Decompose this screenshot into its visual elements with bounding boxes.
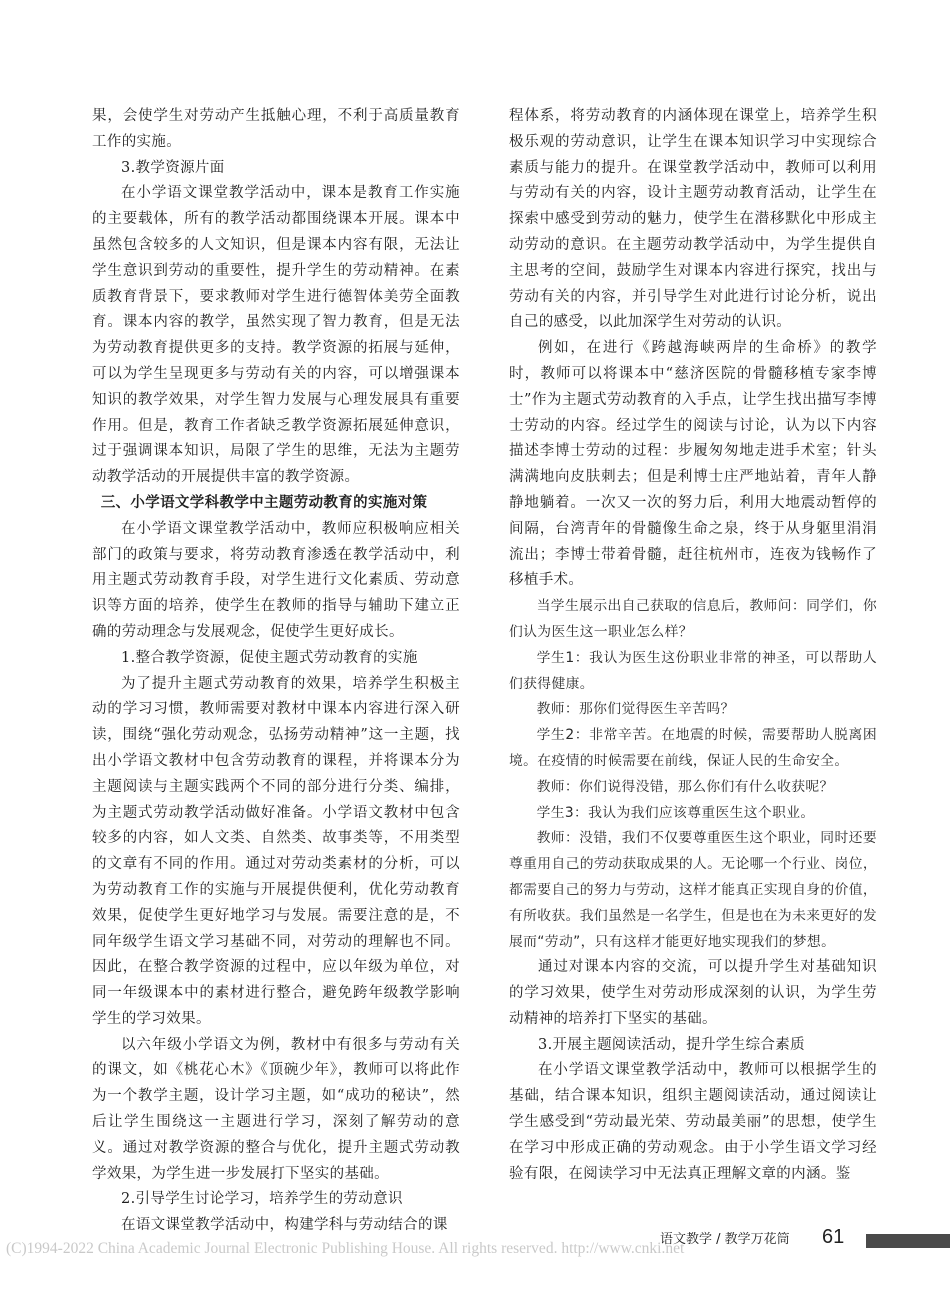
paragraph: 在语文课堂教学活动中，构建学科与劳动结合的课 [121, 1217, 448, 1234]
paragraph: 在小学语文课堂教学活动中，课本是教育工作实施的主要载体，所有的教学活动都围绕课本开展。课本中虽然包含较多的人文知识，但是课本内容有限，无法让学生意识到劳动的重要性，提升学生的劳动精神。在素质教育背景下，要求教师对学生进行德智体美劳全面教育。课本内容的教学，虽然实现了智力教育，但是无法为劳动教育提供更多的支持。教学资源的拓展与延伸，可以为学生呈现更多与劳动有关的内容，可以增强课本知识的教学效果，对学生智力发展与心理发展具有重要作用。但是，教育工作者缺乏教学资源拓展延伸意识，过于强调课本知识，局限了学生的思维，无法为主题劳动教学活动的开展提供丰富的教学资源。 [92, 185, 460, 486]
page-number: 61 [822, 1226, 845, 1248]
paragraph: 程体系，将劳动教育的内涵体现在课堂上，培养学生积极乐观的劳动意识，让学生在课本知识学习中实现综合素质与能力的提升。在课堂教学活动中，教师可以利用与劳动有关的内容，设计主题劳动教育活动，让学生在探索中感受到劳动的魅力，使学生在潜移默化中形成主动劳动的意识。在主题劳动教学活动中，为学生提供自主思考的空间，鼓励学生对课本内容进行探究，找出与劳动有关的内容，并引导学生对此进行讨论分析，说出自己的感受，以此加深学生对劳动的认识。 [509, 108, 877, 331]
paragraph: 教师：那你们觉得医生辛苦吗？ [536, 701, 735, 718]
paragraph: 学生1：我认为医生这份职业非常的神圣，可以帮助人们获得健康。 [509, 649, 877, 692]
paragraph: 例如，在进行《跨越海峡两岸的生命桥》的教学时，教师可以将课本中“慈济医院的骨髓移植专家李博士”作为主题式劳动教育的入手点，让学生找出描写李博士劳动的内容。经过学生的阅读与讨论，认为以下内容描述李博士劳动的过程：步履匆匆地走进手术室；针头满满地向皮肤刺去；但是利博士庄严地站着，青年人静静地躺着。一次又一次的努力后，利用大地震动暂停的间隔，台湾青年的骨髓像生命之泉，终于从身躯里涓涓流出；李博士带着骨髓，赶往杭州市，连夜为钱畅作了移植手术。 [509, 340, 877, 589]
paragraph: 通过对课本内容的交流，可以提升学生对基础知识的学习效果，使学生对劳动形成深刻的认识，为学生劳动精神的培养打下坚实的基础。 [509, 959, 877, 1027]
paragraph: 教师：没错，我们不仅要尊重医生这个职业，同时还要尊重用自己的劳动获取成果的人。无论哪一个行业、岗位，都需要自己的努力与劳动，这样才能真正实现自身的价值，有所收获。我们虽然是一名学生，但是也在为未来更好的发展而“劳动”，只有这样才能更好地实现我们的梦想。 [509, 830, 877, 950]
paragraph: 在小学语文课堂教学活动中，教师可以根据学生的基础，结合课本知识，组织主题阅读活动，通过阅读让学生感受到“劳动最光荣、劳动最美丽”的思想，使学生在学习中形成正确的劳动观念。由于小学生语文学习经验有限，在阅读学习中无法真正理解文章的内涵。鉴 [509, 1062, 877, 1182]
paragraph: 当学生展示出自己获取的信息后，教师问：同学们，你们认为医生这一职业怎么样？ [509, 598, 877, 640]
paragraph: 2.引导学生讨论学习，培养学生的劳动意识 [121, 1191, 403, 1208]
paragraph: 3.开展主题阅读活动，提升学生综合素质 [538, 1036, 805, 1053]
section-heading: 三、小学语文学科教学中主题劳动教育的实施对策 [100, 494, 428, 511]
paragraph: 为了提升主题式劳动教育的效果，培养学生积极主动的学习习惯，教师需要对教材中课本内容进行深入研读，围绕“强化劳动观念，弘扬劳动精神”这一主题，找出小学语文教材中包含劳动教育的课程，并将课本分为主题阅读与主题实践两个不同的部分进行分类、编排，为主题式劳动教学活动做好准备。小学语文教材中包含较多的内容，如人文类、自然类、故事类等，不用类型的文章有不同的作用。通过对劳动类素材的分析，可以为劳动教育工作的实施与开展提供便利，优化劳动教育效果，促使学生更好地学习与发展。需要注意的是，不同年级学生语文学习基础不同，对劳动的理解也不同。因此，在整合教学资源的过程中，应以年级为单位，对同一年级课本中的素材进行整合，避免跨年级教学影响学生的学习效果。 [92, 675, 460, 1027]
paragraph: 学生3：我认为我们应该尊重医生这个职业。 [536, 804, 815, 821]
paragraph: 1.整合教学资源，促使主题式劳动教育的实施 [121, 649, 418, 666]
paragraph: 3.教学资源片面 [121, 159, 225, 176]
paragraph: 在小学语文课堂教学活动中，教师应积极响应相关部门的政策与要求，将劳动教育渗透在教学活动中，利用主题式劳动教育手段，对学生进行文化素质、劳动意识等方面的培养，使学生在教师的指导与辅助下建立正确的劳动理念与发展观念，促使学生更好成长。 [92, 520, 460, 640]
right-column [509, 104, 877, 1187]
footer-decorative-bar [866, 1234, 950, 1248]
paragraph: 以六年级小学语文为例，教材中有很多与劳动有关的课文，如《桃花心木》《顶碗少年》，教师可以将此作为一个教学主题，设计学习主题，如“成功的秘诀”，然后让学生围绕这一主题进行学习，深刻了解劳动的意义。通过对教学资源的整合与优化，提升主题式劳动教学效果，为学生进一步发展打下坚实的基础。 [92, 1036, 460, 1182]
paragraph: 教师：你们说得没错，那么你们有什么收获呢？ [536, 778, 834, 795]
paragraph: 果，会使学生对劳动产生抵触心理，不利于高质量教育工作的实施。 [92, 108, 460, 150]
left-column [92, 104, 460, 1239]
paragraph: 学生2：非常辛苦。在地震的时候，需要帮助人脱离困境。在疫情的时候需要在前线，保证人民的生命安全。 [509, 727, 877, 769]
journal-section-label: 语文教学 / 教学万花筒 [660, 1232, 790, 1247]
copyright-watermark: (C)1994-2022 China Academic Journal Electronic Publishing House. All rights reserved. http://www.cnki.net [6, 1240, 685, 1257]
